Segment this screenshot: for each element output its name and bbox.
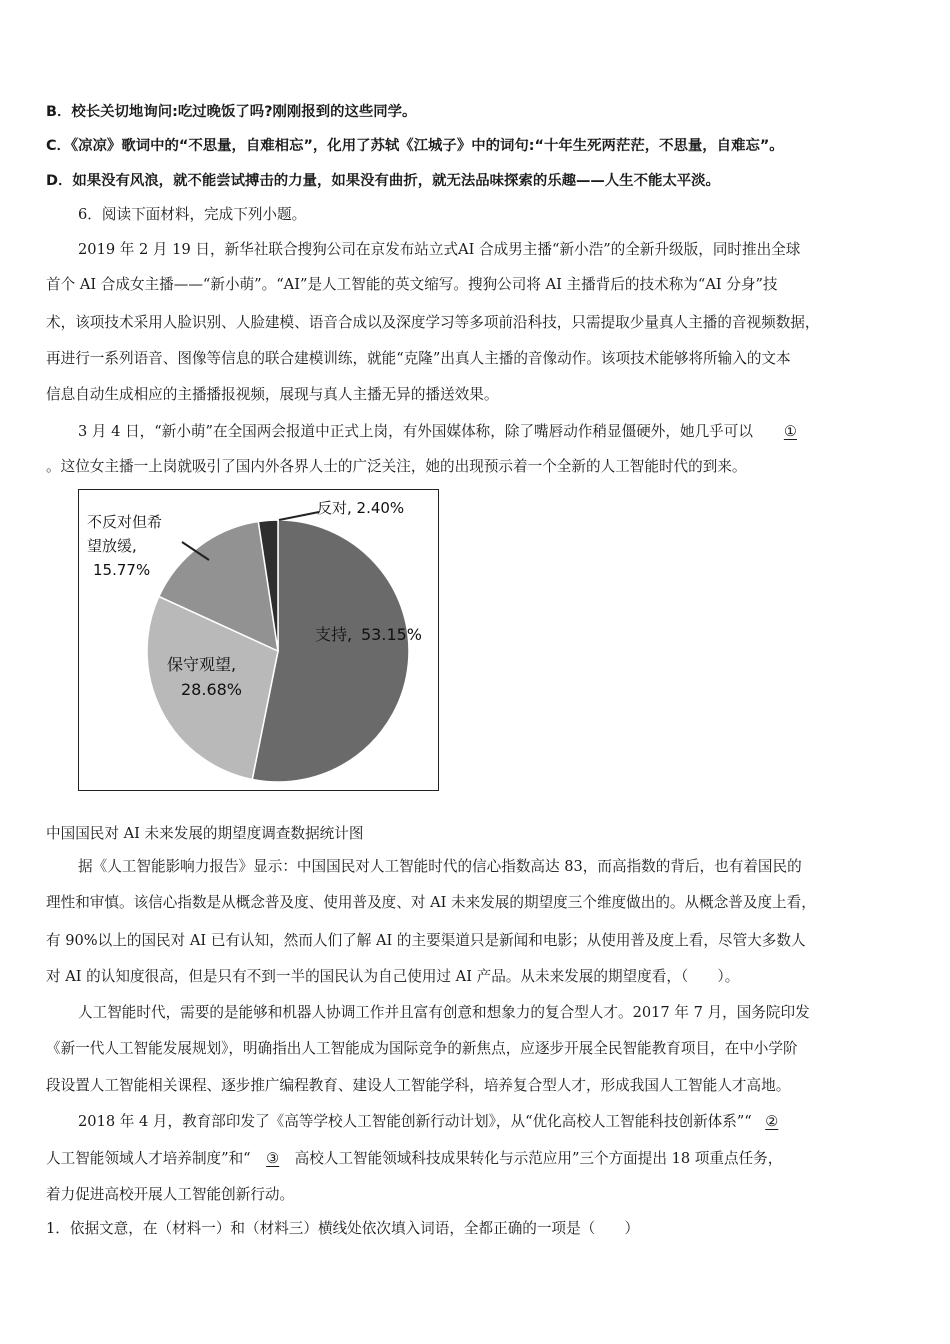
option-d: D．如果没有风浪，就不能尝试搏击的力量，如果没有曲折，就无法品味探索的乐趣——人生不能太平淡。 xyxy=(46,173,720,189)
label-support-value: 53.15% xyxy=(361,625,423,644)
option-c: C．《凉凉》歌词中的“不思量，自难相忘”，化用了苏轼《江城子》中的词句:“十年生死两茫茫，不思量，自难忘”。 xyxy=(46,138,784,154)
paragraph-line: 再进行一系列语音、图像等信息的联合建模训练，就能“克隆”出真人主播的音像动作。该项技术能够将所输入的文本 xyxy=(46,350,791,367)
option-b: B．校长关切地询问:吃过晚饭了吗?刚刚报到的这些同学。 xyxy=(46,104,417,120)
label-wait-1: 保守观望, xyxy=(167,655,237,674)
label-slow-2: 望放缓, xyxy=(87,537,137,555)
paragraph-line: 2019 年 2 月 19 日，新华社联合搜狗公司在京发布站立式AI 合成男主播“新小浩”的全新升级版，同时推出全球 xyxy=(78,241,801,258)
question-6-intro: 6．阅读下面材料，完成下列小题。 xyxy=(78,206,307,223)
label-slow-3: 15.77% xyxy=(93,561,151,579)
paragraph-line xyxy=(78,422,797,442)
pie-chart-svg xyxy=(79,490,440,792)
leader-line xyxy=(279,512,319,520)
paragraph-line: 对 AI 的认知度很高，但是只有不到一半的国民认为自己使用过 AI 产品。从未来发展的期望度看，（ ）。 xyxy=(46,968,740,985)
paragraph-text: 2018 年 4 月，教育部印发了《高等学校人工智能创新行动计划》，从“优化高校人工智能科技创新体系”“ xyxy=(78,1113,752,1130)
blank-1: ① xyxy=(783,423,797,440)
paragraph-text: 3 月 4 日，“新小萌”在全国两会报道中正式上岗，有外国媒体称，除了嘴唇动作稍显僵硬外，她几乎可以 xyxy=(78,423,753,440)
paragraph-line: 据《人工智能影响力报告》显示：中国国民对人工智能时代的信心指数高达 83，而高指数的背后，也有着国民的 xyxy=(78,858,802,875)
paragraph-line: 。这位女主播一上岗就吸引了国内外各界人士的广泛关注，她的出现预示着一个全新的人工智能时代的到来。 xyxy=(46,458,747,475)
paragraph-line: 术，该项技术采用人脸识别、人脸建模、语音合成以及深度学习等多项前沿科技，只需提取少量真人主播的音视频数据， xyxy=(46,314,820,331)
paragraph-line: 《新一代人工智能发展规划》，明确指出人工智能成为国际竞争的新焦点，应逐步开展全民智能教育项目，在中小学阶 xyxy=(46,1040,798,1057)
paragraph-line: 段设置人工智能相关课程、逐步推广编程教育、建设人工智能学科，培养复合型人才，形成我国人工智能人才高地。 xyxy=(46,1077,791,1094)
paragraph-line: 理性和审慎。该信心指数是从概念普及度、使用普及度、对 AI 未来发展的期望度三个维度做出的。从概念普及度上看， xyxy=(46,894,816,911)
paragraph-text: 高校人工智能领域科技成果转化与示范应用”三个方面提出 18 项重点任务， xyxy=(294,1150,783,1167)
blank-3: ③ xyxy=(266,1150,280,1167)
blank-2: ② xyxy=(765,1113,779,1130)
paragraph-line: 有 90%以上的国民对 AI 已有认知，然而人们了解 AI 的主要渠道只是新闻和电影；从使用普及度上看，尽管大多数人 xyxy=(46,932,806,949)
label-support: 支持, xyxy=(315,625,353,644)
label-slow-1: 不反对但希 xyxy=(87,513,163,531)
label-wait-2: 28.68% xyxy=(181,680,243,699)
paragraph-line: 信息自动生成相应的主播播报视频，展现与真人主播无异的播送效果。 xyxy=(46,386,499,403)
paragraph-line: 首个 AI 合成女主播——“新小萌”。“AI”是人工智能的英文缩写。搜狗公司将 AI 主播背后的技术称为“AI 分身”技 xyxy=(46,276,778,293)
paragraph-line xyxy=(78,1112,792,1132)
chart-caption: 中国国民对 AI 未来发展的期望度调查数据统计图 xyxy=(46,825,364,842)
paragraph-text: 人工智能领域人才培养制度”和“ xyxy=(46,1150,251,1167)
paragraph-line: 着力促进高校开展人工智能创新行动。 xyxy=(46,1186,295,1203)
label-oppose: 反对, 2.40% xyxy=(317,499,405,517)
paragraph-line xyxy=(46,1149,782,1169)
paragraph-line: 人工智能时代，需要的是能够和机器人协调工作并且富有创意和想象力的复合型人才。2017 年 7 月，国务院印发 xyxy=(78,1004,810,1021)
pie-chart xyxy=(78,489,439,791)
sub-question-1: 1．依据文意，在（材料一）和（材料三）横线处依次填入词语，全都正确的一项是（ ） xyxy=(46,1220,640,1237)
